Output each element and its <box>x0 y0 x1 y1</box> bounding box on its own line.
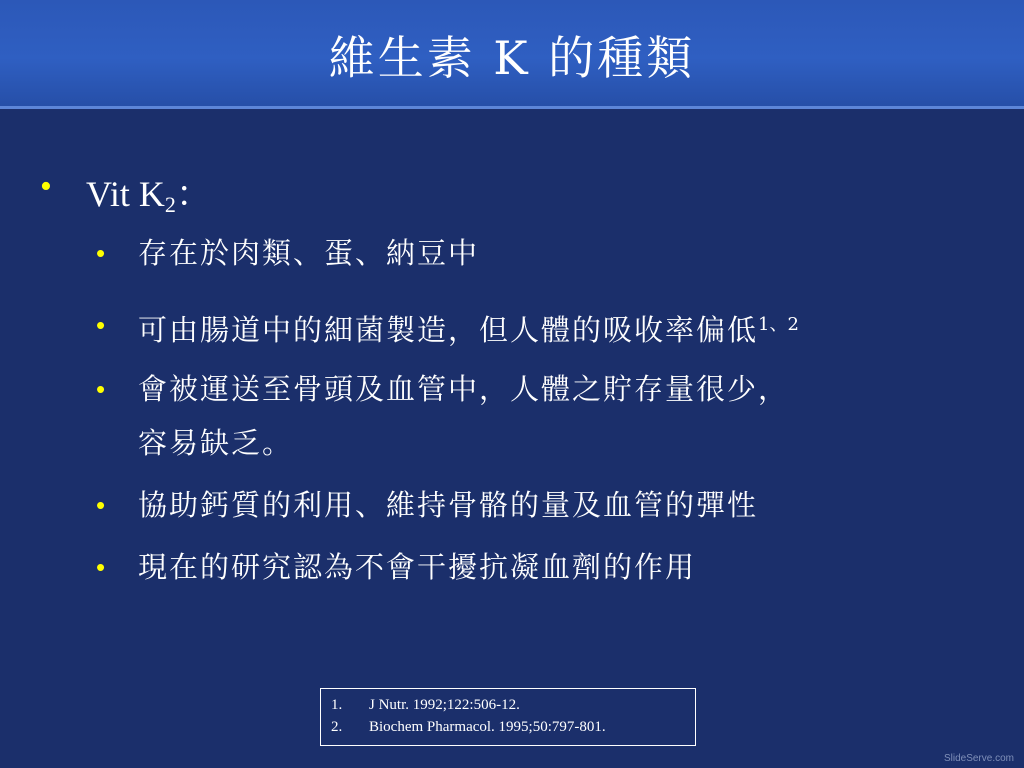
sub-bullet-text <box>138 362 789 470</box>
reference-item-1 <box>331 697 520 714</box>
bullet-dot-icon: • <box>96 374 108 404</box>
main-bullet-suffix: ： <box>175 174 212 214</box>
reference-number: 1. <box>331 697 343 713</box>
sub-bullet-text: 協助鈣質的利用、維持骨骼的量及血管的彈性 <box>138 488 759 522</box>
watermark-logo: SlideServe.com <box>943 753 1014 764</box>
bullet-dot-icon: • <box>96 552 108 582</box>
bullet-dot-icon: • <box>96 310 108 340</box>
main-bullet-subscript: 2 <box>164 192 176 217</box>
bullet-dot-icon: • <box>96 238 108 268</box>
reference-text: J Nutr. 1992;122:506-12. <box>369 697 520 713</box>
reference-number: 2. <box>331 719 343 735</box>
sub-bullet-body: 可由腸道中的細菌製造，但人體的吸收率偏低 <box>138 313 759 347</box>
bullet-dot-icon: • <box>96 490 108 520</box>
sub-bullet-text <box>138 298 799 357</box>
reference-text: Biochem Pharmacol. 1995;50:797-801. <box>369 719 606 735</box>
sub-bullet-text: 現在的研究認為不會干擾抗凝血劑的作用 <box>138 550 697 584</box>
references-box <box>320 688 696 746</box>
citation-superscript: 1、2 <box>758 314 799 335</box>
sub-bullet-text: 存在於肉類、蛋、納豆中 <box>138 236 480 270</box>
sub-bullet-line-1: 會被運送至骨頭及血管中，人體之貯存量很少， <box>138 372 790 406</box>
main-bullet-text <box>86 166 212 218</box>
sub-bullet-line-2: 容易缺乏。 <box>138 426 294 460</box>
bullet-dot-icon: • <box>40 168 52 205</box>
main-bullet-label: Vit K <box>86 174 165 214</box>
reference-item-2 <box>331 719 606 736</box>
slide-title: 維生素 K 的種類 <box>328 31 696 85</box>
